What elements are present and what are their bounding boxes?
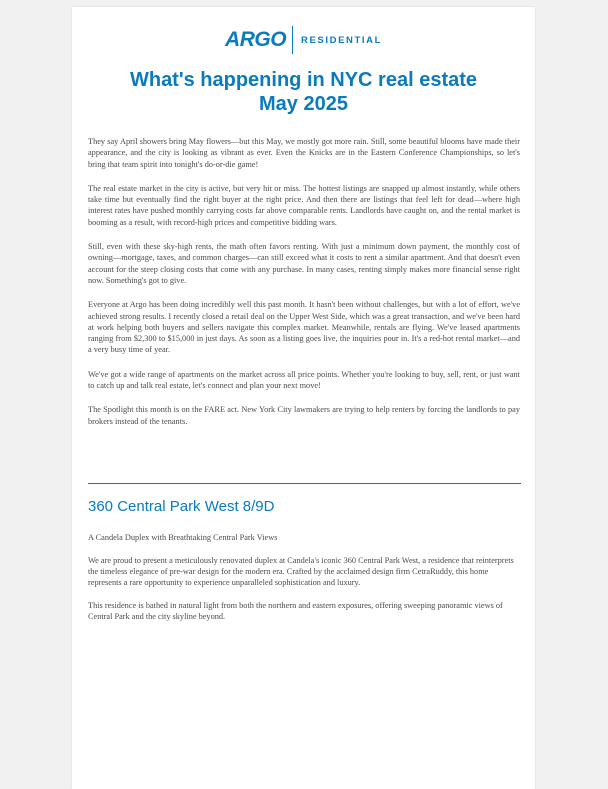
listing-title: 360 Central Park West 8/9D — [88, 498, 275, 515]
section-divider — [88, 483, 521, 484]
newsletter-body — [88, 136, 520, 440]
title-line-2: May 2025 — [259, 93, 348, 115]
body-paragraph: The real estate market in the city is active, but very hit or miss. The hottest listings are snapped up almost instantly, while others take time but eventually find the right buyer at the right price. And then there are listings that feel left for dead—where high interest rates have pushed monthly carrying costs far above comparable rents. Landlords have caught on, and the rental market is booming as a result, with record-high prices and competitive bidding wars. — [88, 183, 520, 227]
listing-subtitle: A Candela Duplex with Breathtaking Central Park Views — [88, 533, 278, 542]
body-paragraph: They say April showers bring May flowers—but this May, we mostly got more rain. Still, some beautiful blooms have made their appearance, and the city is looking as vibrant as ever. Even the Knicks are in the Eastern Conference Championships, so let's bring that team spirit into tonight's do-or-die game! — [88, 137, 520, 169]
body-paragraph: We've got a wide range of apartments on the market across all price points. Whether you're looking to buy, sell, rent, or just want to catch up and talk real estate, let's connect and plan your next move! — [88, 369, 520, 391]
listing-paragraph: This residence is bathed in natural light from both the northern and eastern exposures, offering sweeping panoramic views of Central Park and the city skyline beyond. — [88, 601, 503, 622]
brand-logo — [72, 26, 535, 54]
email-page — [72, 7, 535, 789]
listing-section — [88, 498, 520, 634]
body-paragraph: Everyone at Argo has been doing incredibly well this past month. It hasn't been without challenges, but with a lot of effort, we've achieved strong results. I recently closed a retail deal on the Upper West Side, which was a great transaction, and we've been hard at work helping both buyers and sellers navigate this complex market. Meanwhile, rentals are flying. We've leased apartments ranging from $2,300 to $15,000 in just days. As soon as a listing goes live, the inquiries pour in. It's a red-hot rental market—and a very busy time of year. — [88, 300, 520, 355]
logo-subtitle: RESIDENTIAL — [301, 34, 382, 46]
listing-paragraph: We are proud to present a meticulously renovated duplex at Candela's iconic 360 Central Park West, a residence that reinterprets the timeless elegance of pre-war design for the modern era. Crafted by the acclaimed design firm CetraRuddy, this home represents a rare opportunity to experience unparalleled sophistication and luxury. — [88, 555, 514, 588]
newsletter-title — [72, 68, 535, 116]
logo-wordmark: ARGO — [225, 28, 287, 51]
title-line-1: What's happening in NYC real estate — [129, 69, 478, 91]
body-paragraph: The Spotlight this month is on the FARE act. New York City lawmakers are trying to help renters by forcing the landlords to pay brokers instead of the tenants. — [88, 405, 520, 426]
body-paragraph: Still, even with these sky-high rents, the math often favors renting. With just a minimum down payment, the monthly cost of owning—mortgage, taxes, and common charges—can still exceed what it costs to rent a similar apartment. And that doesn't even account for the steep closing costs that come with any purchase. In many cases, renting simply makes more financial sense right now. Something's got to give. — [88, 242, 520, 285]
logo-divider — [292, 26, 293, 54]
